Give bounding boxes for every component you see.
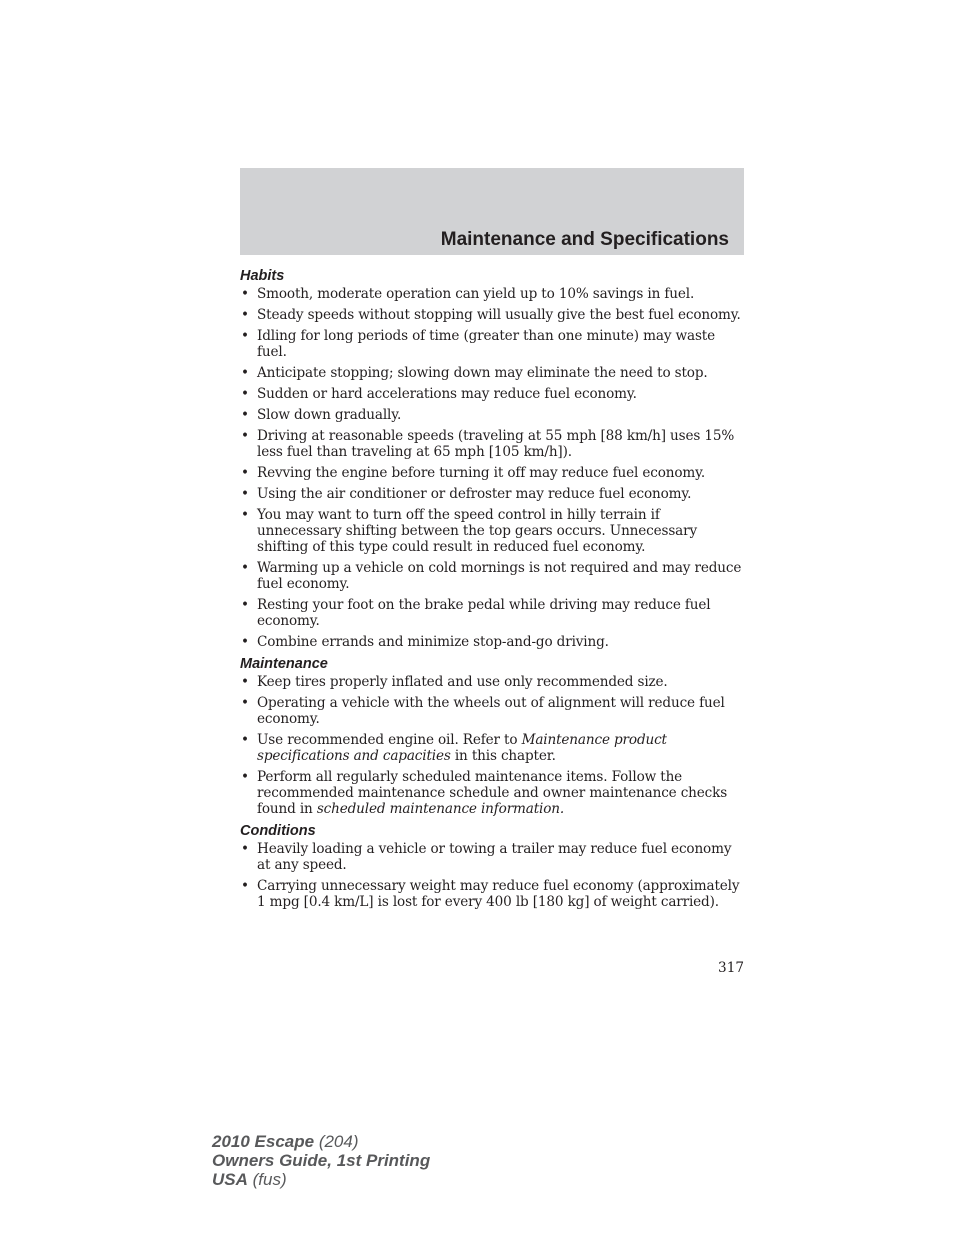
bullet-text: Slow down gradually.	[257, 407, 402, 423]
bullet-item	[240, 507, 744, 555]
bullet-item	[240, 328, 744, 360]
bullet-text: Use recommended engine oil. Refer to	[257, 732, 522, 748]
bullet-text: Perform all regularly scheduled maintenance items. Follow the recommended maintenance schedule and owner maintenance checks found in	[257, 769, 728, 817]
bullet-item	[240, 769, 744, 817]
document-footer	[212, 1132, 430, 1189]
footer-market-code: (fus)	[247, 1170, 287, 1189]
bullet-item	[240, 634, 744, 650]
bullet-item	[240, 597, 744, 629]
cross-reference: Maintenance product specifications and capacities	[257, 732, 667, 764]
cross-reference: scheduled maintenance information.	[316, 801, 565, 817]
bullet-item	[240, 465, 744, 481]
bullet-text: Heavily loading a vehicle or towing a trailer may reduce fuel economy at any speed.	[257, 841, 732, 873]
footer-line-market	[212, 1170, 430, 1189]
bullet-dot-icon: •	[241, 769, 249, 785]
bullet-text: Combine errands and minimize stop-and-go driving.	[257, 634, 609, 650]
bullet-dot-icon: •	[241, 486, 249, 502]
chapter-title: Maintenance and Specifications	[440, 229, 729, 250]
section-heading-conditions: Conditions	[240, 823, 316, 839]
bullet-item	[240, 674, 744, 690]
bullet-item	[240, 560, 744, 592]
page-content	[240, 267, 744, 915]
bullet-item	[240, 486, 744, 502]
bullet-dot-icon: •	[241, 286, 249, 302]
bullet-dot-icon: •	[241, 597, 249, 613]
bullet-text: Carrying unnecessary weight may reduce fuel economy (approximately 1 mpg [0.4 km/L] is lost for every 400 lb [180 kg] of weight carried).	[257, 878, 740, 910]
bullet-text: Resting your foot on the brake pedal while driving may reduce fuel economy.	[257, 597, 711, 629]
bullet-dot-icon: •	[241, 386, 249, 402]
section-heading-maintenance: Maintenance	[240, 656, 328, 672]
bullet-item	[240, 386, 744, 402]
bullet-text: Warming up a vehicle on cold mornings is not required and may reduce fuel economy.	[257, 560, 742, 592]
bullet-dot-icon: •	[241, 365, 249, 381]
bullet-text: You may want to turn off the speed control in hilly terrain if unnecessary shifting between the top gears occurs. Unnecessary shifting of this type could result in reduced fuel economy.	[257, 507, 698, 555]
section-heading-habits: Habits	[240, 268, 285, 284]
bullet-dot-icon: •	[241, 307, 249, 323]
footer-line-printing: Owners Guide, 1st Printing	[212, 1151, 431, 1170]
chapter-header-band	[240, 168, 744, 255]
bullet-text: in this chapter.	[450, 748, 556, 764]
bullet-item	[240, 878, 744, 910]
bullet-item	[240, 286, 744, 302]
bullet-dot-icon: •	[241, 328, 249, 344]
bullet-item	[240, 428, 744, 460]
bullet-dot-icon: •	[241, 428, 249, 444]
page-number: 317	[718, 960, 744, 976]
bullet-text: Using the air conditioner or defroster may reduce fuel economy.	[257, 486, 692, 502]
bullet-text: Steady speeds without stopping will usually give the best fuel economy.	[257, 307, 741, 323]
bullet-text: Sudden or hard accelerations may reduce fuel economy.	[257, 386, 637, 402]
bullet-item	[240, 365, 744, 381]
bullet-list-habits	[240, 286, 744, 650]
bullet-dot-icon: •	[241, 878, 249, 894]
bullet-item	[240, 407, 744, 423]
bullet-text: Driving at reasonable speeds (traveling at 55 mph [88 km/h] uses 15% less fuel than traveling at 65 mph [105 km/h]).	[257, 428, 735, 460]
footer-market: USA	[212, 1170, 248, 1189]
footer-model-name: 2010 Escape	[212, 1132, 315, 1151]
bullet-dot-icon: •	[241, 507, 249, 523]
bullet-list-conditions	[240, 841, 744, 910]
bullet-item	[240, 695, 744, 727]
bullet-text: Idling for long periods of time (greater than one minute) may waste fuel.	[257, 328, 715, 360]
bullet-text: Keep tires properly inflated and use only recommended size.	[257, 674, 668, 690]
bullet-text: Operating a vehicle with the wheels out of alignment will reduce fuel economy.	[257, 695, 725, 727]
bullet-item	[240, 307, 744, 323]
bullet-dot-icon: •	[241, 560, 249, 576]
bullet-dot-icon: •	[241, 841, 249, 857]
bullet-dot-icon: •	[241, 732, 249, 748]
bullet-dot-icon: •	[241, 407, 249, 423]
bullet-dot-icon: •	[241, 634, 249, 650]
bullet-list-maintenance	[240, 674, 744, 817]
footer-model-code: (204)	[314, 1132, 359, 1151]
bullet-text: Smooth, moderate operation can yield up to 10% savings in fuel.	[257, 286, 695, 302]
bullet-text: Anticipate stopping; slowing down may eliminate the need to stop.	[257, 365, 708, 381]
bullet-text: Revving the engine before turning it off may reduce fuel economy.	[257, 465, 706, 481]
bullet-item	[240, 841, 744, 873]
bullet-dot-icon: •	[241, 674, 249, 690]
footer-line-model	[212, 1132, 430, 1151]
bullet-dot-icon: •	[241, 695, 249, 711]
bullet-dot-icon: •	[241, 465, 249, 481]
bullet-item	[240, 732, 744, 764]
